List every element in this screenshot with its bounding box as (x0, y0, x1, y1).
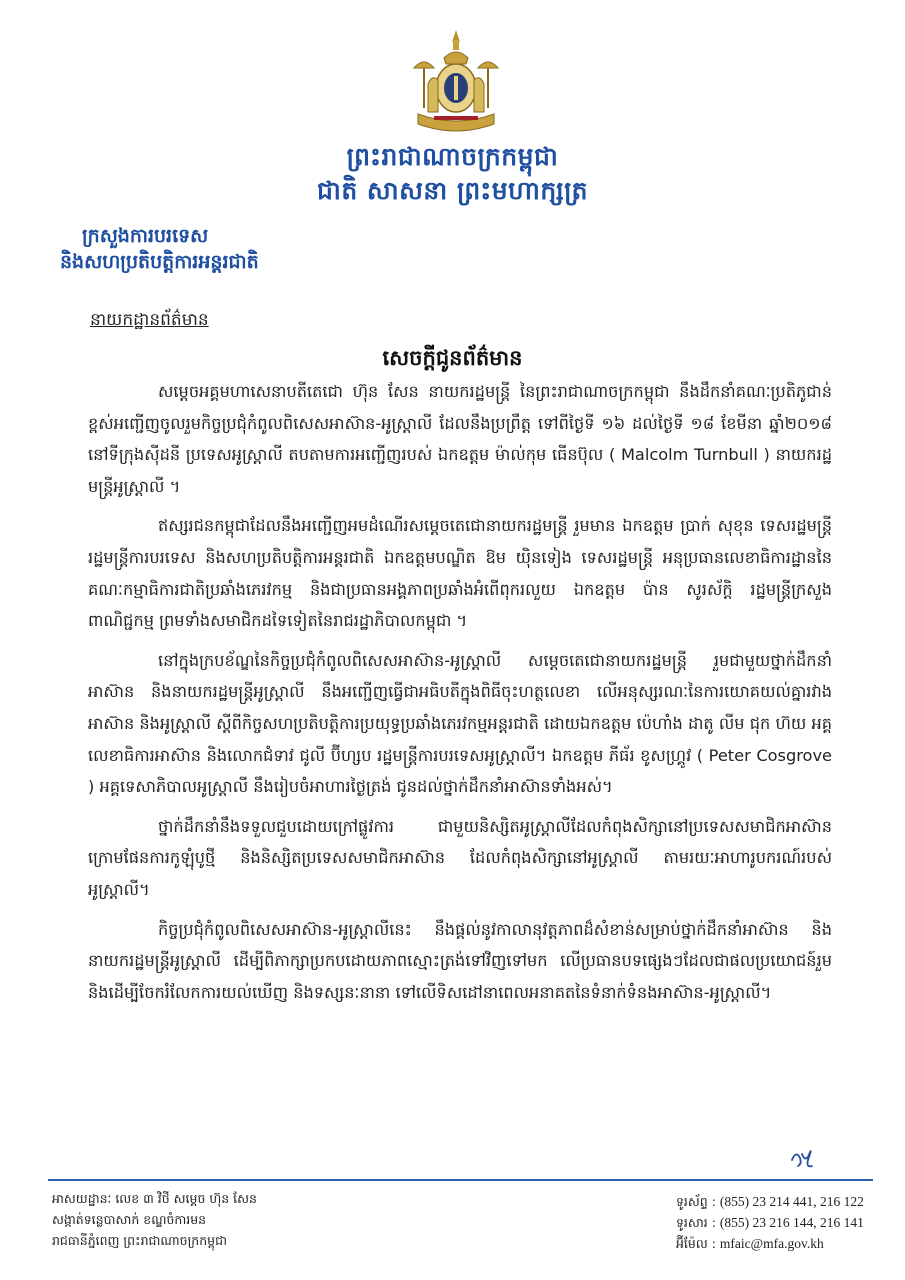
email-label: អ៊ីម៉ែល : (676, 1236, 716, 1251)
footer-address (52, 1188, 257, 1251)
footer-contacts (676, 1191, 864, 1254)
handwritten-initials (788, 1146, 816, 1170)
fax-label: ទូរសារ : (676, 1215, 716, 1230)
ministry-name-line1: ក្រសួងការបរទេស (82, 225, 209, 247)
ministry-name-line2: និងសហប្រតិបត្តិការអន្តរជាតិ (60, 251, 259, 273)
body-paragraph: ថ្នាក់ដឹកនាំនឹងទទួលជួបដោយក្រៅផ្លូវការ ជាមួយនិស្សិតអូស្ត្រាលីដែលកំពុងសិក្សានៅប្រទេសសមាជិកអាស៊ាន ក្រោមផែនការកូឡុំបូថ្មី និងនិស្សិតប្រទេសសមាជិកអាស៊ាន ដែលកំពុងសិក្សានៅអូស្ត្រាលី តាមរយៈអាហារូបករណ៍របស់អូស្ត្រាលី។ (88, 816, 832, 899)
royal-coat-of-arms-icon (404, 28, 508, 140)
body-paragraph: សម្តេចអគ្គមហាសេនាបតីតេជោ ហ៊ុន សែន នាយករដ្ឋមន្ត្រី នៃព្រះរាជាណាចក្រកម្ពុជា នឹងដឹកនាំគណៈប្រតិភូជាន់ខ្ពស់អញ្ជើញចូលរួមកិច្ចប្រជុំកំពូលពិសេសអាស៊ាន-អូស្ត្រាលី ដែលនឹងប្រព្រឹត្ត ទៅពីថ្ងៃទី ១៦ ដល់ថ្ងៃទី ១៨ ខែមីនា ឆ្នាំ២០១៨ នៅទីក្រុងស៊ីដនី ប្រទេសអូស្ត្រាលី តបតាមការអញ្ជើញរបស់ ឯកឧត្តម ម៉ាល់កុម ធើនប៊ុល ( Malcolm Turnbull ) នាយករដ្ឋមន្ត្រីអូស្ត្រាលី ។ (88, 382, 832, 496)
body-paragraph: នៅក្នុងក្របខ័ណ្ឌនៃកិច្ចប្រជុំកំពូលពិសេសអាស៊ាន-អូស្ត្រាលី សម្តេចតេជោនាយករដ្ឋមន្ត្រី រួមជាមួយថ្នាក់ដឹកនាំអាស៊ាន និងនាយករដ្ឋមន្ត្រីអូស្ត្រាលី នឹងអញ្ជើញធ្វើជាអធិបតីក្នុងពិធីចុះហត្ថលេខា លើអនុស្សរណៈនៃការយោគយល់គ្នារវាងអាស៊ាន និងអូស្ត្រាលី ស្តីពីកិច្ចសហប្រតិបត្តិការប្រយុទ្ធប្រឆាំងភេរវកម្មអន្តរជាតិ ដោយឯកឧត្តម ប៉េហាំង ដាតូ លីម ជុក ហ៊យ អគ្គលេខាធិការអាស៊ាន និងលោកជំទាវ ជូលី ប៊ីហ្សប រដ្ឋមន្ត្រីការបរទេសអូស្ត្រាលី។ ឯកឧត្តម ភីធ័រ ខូសហ្គ្រូវ ( Peter Cosgrove ) អគ្គទេសាភិបាលអូស្ត្រាលី នឹងរៀបចំអាហារថ្ងៃត្រង់ ជូនដល់ថ្នាក់ដឹកនាំអាស៊ានទាំងអស់។ (88, 650, 832, 797)
phone-number: (855) 23 214 441, 216 122 (719, 1194, 864, 1209)
fax-number: (855) 23 216 144, 216 141 (719, 1215, 864, 1230)
phone-label: ទូរស័ព្ទ : (676, 1194, 716, 1209)
address-line: សង្កាត់ទន្លេបាសាក់ ខណ្ឌចំការមន (52, 1212, 207, 1227)
email-address[interactable]: mfaic@mfa.gov.kh (719, 1236, 824, 1251)
department-label: នាយកដ្ឋានព័ត៌មាន (90, 310, 209, 330)
address-label: អាសយដ្ឋានៈ (52, 1191, 112, 1206)
national-motto: ជាតិ សាសនា ព្រះមហាក្សត្រ (317, 176, 588, 205)
document-title: សេចក្តីជូនព័ត៌មាន (382, 346, 523, 370)
kingdom-title: ព្រះរាជាណាចក្រកម្ពុជា (346, 142, 559, 171)
document-body (88, 376, 832, 1016)
footer-divider (48, 1179, 873, 1181)
address-line: លេខ ៣ វិថី សម្តេច ហ៊ុន សែន (115, 1191, 257, 1206)
body-paragraph: ឥស្សរជនកម្ពុជាដែលនឹងអញ្ជើញអមដំណើរសម្តេចតេជោនាយករដ្ឋមន្ត្រី រួមមាន ឯកឧត្តម ប្រាក់ សុខុន ទេសរដ្ឋមន្ត្រី រដ្ឋមន្ត្រីការបរទេស និងសហប្រតិបត្តិការអន្តរជាតិ ឯកឧត្តមបណ្ឌិត ឱម យ៉ិនទៀង ទេសរដ្ឋមន្ត្រី អនុប្រធានលេខាធិការដ្ឋាននៃគណៈកម្មាធិការជាតិប្រឆាំងភេរវកម្ម និងជាប្រធានអង្គភាពប្រឆាំងអំពើពុករលួយ ឯកឧត្តម ប៉ាន សូរស័ក្តិ រដ្ឋមន្ត្រីក្រសួងពាណិជ្ជកម្ម ព្រមទាំងសមាជិកដទៃទៀតនៃរាជរដ្ឋាភិបាលកម្ពុជា ។ (88, 516, 832, 631)
body-paragraph: កិច្ចប្រជុំកំពូលពិសេសអាស៊ាន-អូស្ត្រាលីនេះ នឹងផ្តល់នូវកាលានុវត្តភាពដ៏សំខាន់សម្រាប់ថ្នាក់ដឹកនាំអាស៊ាន និងនាយករដ្ឋមន្ត្រីអូស្ត្រាលី ដើម្បីពិភាក្សាប្រកបដោយភាពស្មោះត្រង់ទៅវិញទៅមក លើប្រធានបទផ្សេងៗដែលជាផលប្រយោជន៍រួម និងដើម្បីចែករំលែកការយល់ឃើញ និងទស្សនៈនានា ទៅលើទិសដៅនាពេលអនាគតនៃទំនាក់ទំនងអាស៊ាន-អូស្ត្រាលី។ (88, 919, 832, 1002)
address-line: រាជធានីភ្នំពេញ ព្រះរាជាណាចក្រកម្ពុជា (52, 1233, 227, 1248)
